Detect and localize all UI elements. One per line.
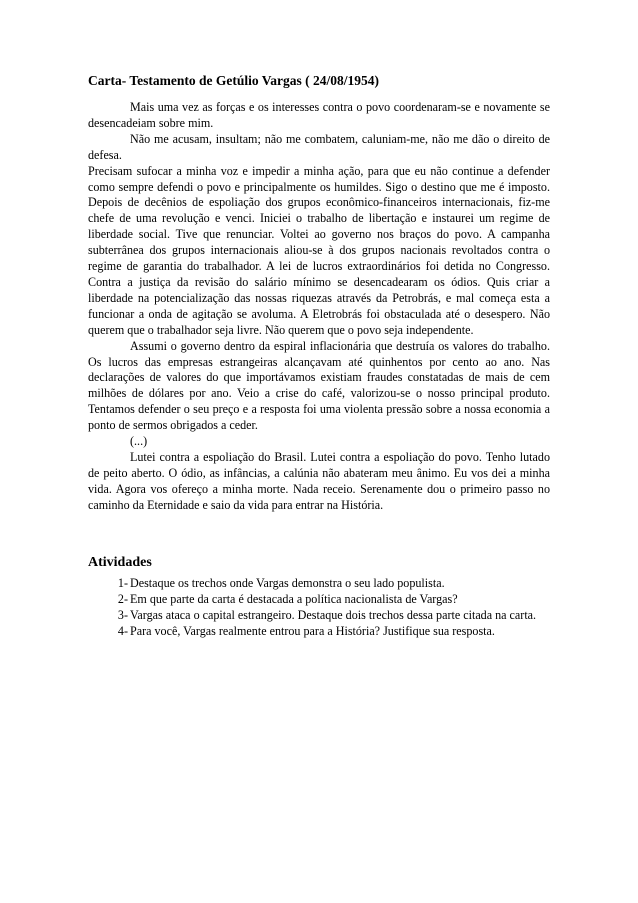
letter-paragraph: Mais uma vez as forças e os interesses contra o povo coordenaram-se e novamente se desencadeiam sobre mim. — [88, 100, 550, 130]
document-title: Carta- Testamento de Getúlio Vargas ( 24/08/1954) — [88, 73, 379, 88]
activity-number: 3- — [117, 607, 128, 622]
activity-text: Em que parte da carta é destacada a política nacionalista de Vargas? — [130, 591, 458, 606]
activity-item — [88, 592, 550, 608]
letter-paragraph: Não me acusam, insultam; não me combatem, caluniam-me, não me dão o direito de defesa. — [88, 131, 550, 162]
activity-text: Para você, Vargas realmente entrou para a História? Justifique sua resposta. — [130, 623, 495, 638]
activity-number: 2- — [117, 591, 128, 606]
activity-text: Destaque os trechos onde Vargas demonstra o seu lado populista. — [130, 576, 445, 590]
letter-paragraph: Lutei contra a espoliação do Brasil. Lutei contra a espoliação do povo. Tenho lutado de peito aberto. O ódio, as infâncias, a calúnia não abateram meu ânimo. Eu vos dei a minha vida. Agora vos ofereço a minha morte. Nada receio. Serenamente dou o primeiro passo no caminho da Eternidade e saio da vida para entrar na História. — [88, 449, 550, 512]
letter-paragraph: Precisam sufocar a minha voz e impedir a minha ação, para que eu não continue a defender como sempre defendi o povo e principalmente os humildes. Sigo o destino que me é imposto. Depois de decênios de espoliação dos grupos econômico-financeiros internacionais, fiz-me chefe de uma revolução e venci. Iniciei o trabalho de libertação e instaurei um regime de liberdade social. Tive que renunciar. Voltei ao governo nos braços do povo. A campanha subterrânea dos grupos internacionais aliou-se à dos grupos nacionais revoltados contra o regime de garantia do trabalhador. A lei de lucros extraordinários foi detida no Congresso. Contra a justiça da revisão do salário mínimo se desencadearam os ódios. Quis criar a liberdade na potencialização das nossas riquezas através da Petrobrás, e mal começa esta a funcionar a onda de agitação se avoluma. A Eletrobrás foi obstaculada até o desespero. Não querem que o trabalhador seja livre. Não querem que o povo seja independente. — [88, 163, 550, 337]
activities-list — [88, 576, 550, 640]
activity-item — [88, 576, 550, 592]
activity-item — [88, 608, 550, 624]
activities-title: Atividades — [88, 555, 152, 570]
activity-text: Vargas ataca o capital estrangeiro. Destaque dois trechos dessa parte citada na carta. — [130, 607, 537, 622]
activity-number: 4- — [117, 623, 128, 638]
letter-paragraph: (...) — [130, 434, 148, 449]
letter-paragraph: Assumi o governo dentro da espiral inflacionária que destruía os valores do trabalho. Os lucros das empresas estrangeiras alcançavam até quinhentos por cento ao ano. Nas declarações de valores do que importávamos existiam fraudes constatadas de mais de cem milhões de dólares por ano. Veio a crise do café, valorizou-se o nosso principal produto. Tentamos defender o seu preço e a resposta foi uma violenta pressão sobre a nossa economia a ponto de sermos obrigados a ceder. — [88, 338, 550, 433]
letter-body — [88, 100, 550, 514]
activity-number: 1- — [117, 576, 128, 590]
activity-item — [88, 624, 550, 640]
